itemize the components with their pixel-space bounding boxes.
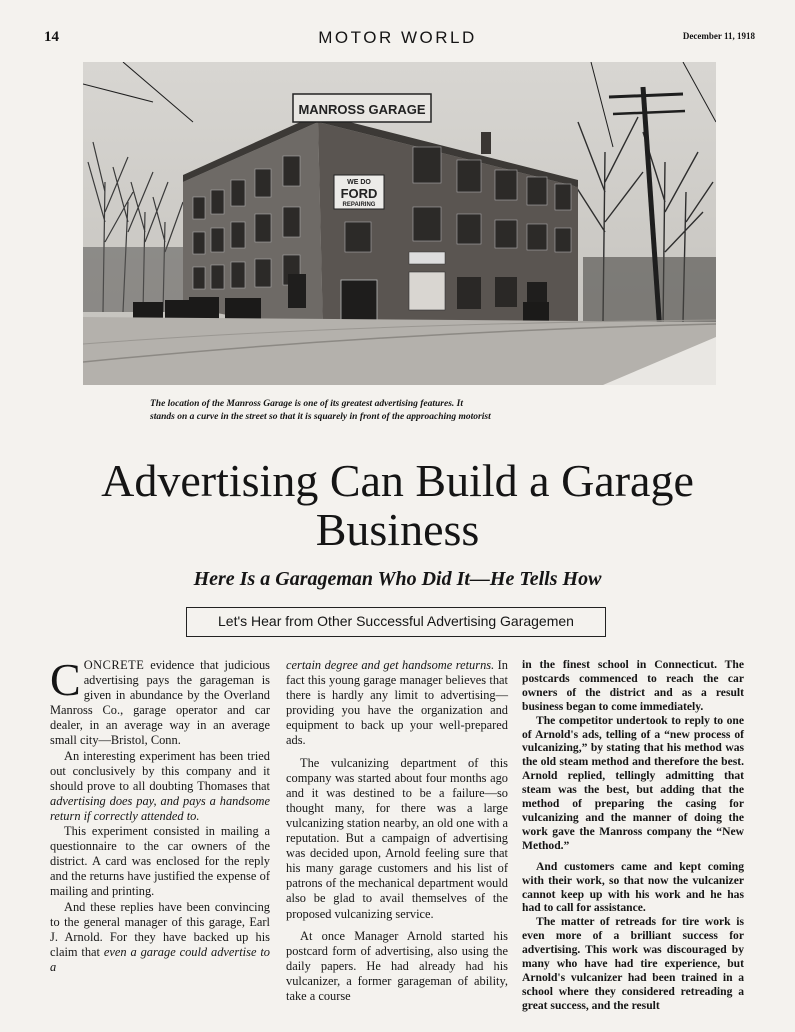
lead-caps: ONCRETE [83,658,145,672]
photo-caption [150,398,670,424]
col3-paragraph-3: And customers came and kept coming with their work, so that now the vulcanizer cannot keep up with his work and he has had to call for assistance. [522,859,744,915]
shop-window-2 [457,277,481,309]
col3-paragraph-2: The competitor undertook to reply to one of Arnold's ads, telling of a “new process of vulcanizing,” by stating that his method was the old steam method and therefore the best. Arnold replied, tellingly admitting that steam was the best, but adding that the method of preparing the casing for vulcanizing and the manner of doing the work gave the Manross company the “New Method.” [522,713,744,852]
paragraph-gap [286,922,508,929]
page-number: 14 [44,29,59,45]
side-entrance [288,274,306,308]
col2-paragraph-1 [286,658,508,749]
boxed-section-heading: Let's Hear from Other Successful Advertising Garagemen [186,607,606,637]
col1-p4-italic: even a garage could advertise to a [50,944,270,974]
article-column-2 [286,658,508,1004]
drop-cap: C [50,654,81,705]
col1-p2-text: An interesting experiment has been tried out conclusively by this company and it should prove to all doubting Thomases that [50,748,270,793]
col2-p1-text: In fact this young garage manager believes that there is hardly any limit to advertising—providing you have the organization and equipment to back up your well-prepared ads. [286,658,508,748]
article-column-3 [522,658,744,1013]
article-column-1 [50,654,270,975]
ford-sign-we-do: WE DO [347,179,371,186]
issue-date: December 11, 1918 [682,31,755,41]
headline-line-2: Business [315,504,480,555]
rooftop-sign-text: MANROSS GARAGE [298,102,426,117]
col1-p1-text: evidence that judicious advertising pays the garageman is given in abundance by the Overland Manross Co., garage operator and car dealer, in an average way in an average small city—Bristol, Conn. [50,658,270,748]
col3-paragraph-4: The matter of retreads for tire work is even more of a brilliant success for advertising. This work was discouraged by many who have had tire experience, but Arnold's vulcanizer had been trained in a school where they considered retreading a great success, and the result [522,915,744,1012]
shop-window-3 [495,277,517,307]
col1-p2-italic: advertising does pay, and pays a handsome return if correctly attended to. [50,793,270,823]
shop-window-posters [409,272,445,310]
article-headline [30,456,765,554]
ford-sign-repairing: REPAIRING [342,202,376,208]
magazine-title: MOTOR WORLD [318,28,477,47]
col1-paragraph-1 [50,654,270,749]
col1-paragraph-2 [50,749,270,824]
col2-paragraph-3: At once Manager Arnold started his postcard form of advertising, also using the daily papers. He had already had his vulcanizer, a former garageman of ability, take a course [286,928,508,1003]
ford-sign-ford: FORD [340,186,378,201]
article-subhead: Here Is a Garageman Who Did It—He Tells How [193,568,602,590]
right-houses [583,257,716,327]
headline-line-1: Advertising Can Build a Garage [101,455,694,506]
caption-line-1: The location of the Manross Garage is one of its greatest advertising features. It [150,399,463,409]
caption-line-2: stands on a curve in the street so that it is squarely in front of the approaching motorist [150,412,491,422]
col2-p1-italic: certain degree and get handsome returns. [286,658,495,672]
col3-paragraph-1: in the finest school in Connecticut. The postcards commenced to reach the car owners of the district and as a result business began to come immediately. [522,658,744,713]
col2-paragraph-2: The vulcanizing department of this company was started about four months ago and it was destined to be a failure—so thought many, for there was a large vulcanizing station nearby, an old one with a reputation. But a campaign of advertising was decided upon, Arnold feeling sure that his many garage customers and his list of patrons of the mechanical department would also be glad to avail themselves of the proposed vulcanizing service. [286,755,508,921]
page-header [0,29,795,49]
col1-paragraph-4 [50,900,270,975]
col1-p4-text: And these replies have been convincing to the general manager of this garage, Earl J. Arnold. For they have backed up his claim that [50,899,270,959]
col1-paragraph-3: This experiment consisted in mailing a questionnaire to the car owners of the district. A card was enclosed for the reply and the returns have justified the expense of mailing and printing. [50,824,270,899]
paragraph-gap [286,749,508,756]
chimney [481,132,491,154]
garage-photo [83,62,716,385]
shop-sign-strip [409,252,445,264]
paragraph-gap [522,853,744,860]
